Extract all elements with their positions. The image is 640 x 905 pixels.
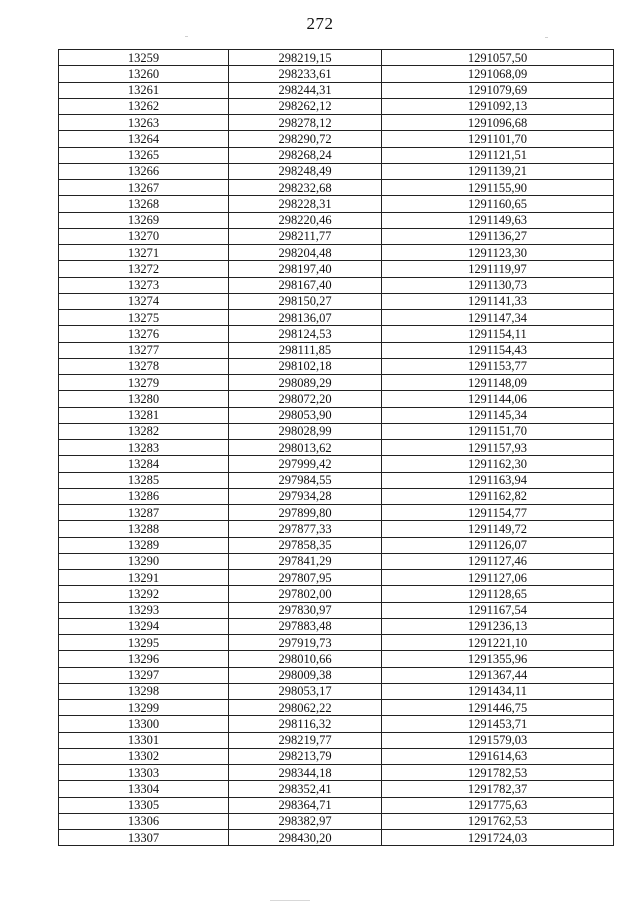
page-number: 272 xyxy=(306,14,334,33)
point-number-cell: 13302 xyxy=(59,748,229,764)
point-number-cell: 13278 xyxy=(59,358,229,374)
x-coordinate-cell: 298010,66 xyxy=(229,651,382,667)
point-number-cell: 13277 xyxy=(59,342,229,358)
y-coordinate-cell: 1291126,07 xyxy=(382,537,614,553)
x-coordinate-cell: 298053,17 xyxy=(229,683,382,699)
x-coordinate-cell: 298268,24 xyxy=(229,147,382,163)
x-coordinate-cell: 297858,35 xyxy=(229,537,382,553)
table-row xyxy=(59,196,614,212)
point-number-cell: 13282 xyxy=(59,423,229,439)
table-row xyxy=(59,781,614,797)
scan-speck xyxy=(545,37,548,38)
y-coordinate-cell: 1291162,82 xyxy=(382,488,614,504)
y-coordinate-cell: 1291453,71 xyxy=(382,716,614,732)
point-number-cell: 13284 xyxy=(59,456,229,472)
x-coordinate-cell: 298102,18 xyxy=(229,358,382,374)
table-row xyxy=(59,537,614,553)
point-number-cell: 13297 xyxy=(59,667,229,683)
point-number-cell: 13266 xyxy=(59,163,229,179)
table-row xyxy=(59,618,614,634)
x-coordinate-cell: 298213,79 xyxy=(229,748,382,764)
table-row xyxy=(59,310,614,326)
point-number-cell: 13292 xyxy=(59,586,229,602)
y-coordinate-cell: 1291057,50 xyxy=(382,50,614,66)
y-coordinate-cell: 1291141,33 xyxy=(382,293,614,309)
y-coordinate-cell: 1291153,77 xyxy=(382,358,614,374)
x-coordinate-cell: 297899,80 xyxy=(229,505,382,521)
y-coordinate-cell: 1291157,93 xyxy=(382,440,614,456)
x-coordinate-cell: 298232,68 xyxy=(229,180,382,196)
y-coordinate-cell: 1291154,43 xyxy=(382,342,614,358)
x-coordinate-cell: 298211,77 xyxy=(229,228,382,244)
y-coordinate-cell: 1291367,44 xyxy=(382,667,614,683)
y-coordinate-cell: 1291724,03 xyxy=(382,830,614,846)
point-number-cell: 13304 xyxy=(59,781,229,797)
y-coordinate-cell: 1291154,77 xyxy=(382,505,614,521)
table-row xyxy=(59,472,614,488)
y-coordinate-cell: 1291096,68 xyxy=(382,115,614,131)
point-number-cell: 13270 xyxy=(59,228,229,244)
y-coordinate-cell: 1291355,96 xyxy=(382,651,614,667)
x-coordinate-cell: 298262,12 xyxy=(229,98,382,114)
point-number-cell: 13296 xyxy=(59,651,229,667)
point-number-cell: 13290 xyxy=(59,553,229,569)
point-number-cell: 13303 xyxy=(59,765,229,781)
x-coordinate-cell: 298072,20 xyxy=(229,391,382,407)
table-row xyxy=(59,147,614,163)
y-coordinate-cell: 1291434,11 xyxy=(382,683,614,699)
x-coordinate-cell: 297830,97 xyxy=(229,602,382,618)
table-row xyxy=(59,586,614,602)
point-number-cell: 13299 xyxy=(59,700,229,716)
table-row xyxy=(59,683,614,699)
y-coordinate-cell: 1291139,21 xyxy=(382,163,614,179)
point-number-cell: 13301 xyxy=(59,732,229,748)
y-coordinate-cell: 1291092,13 xyxy=(382,98,614,114)
y-coordinate-cell: 1291068,09 xyxy=(382,66,614,82)
point-number-cell: 13272 xyxy=(59,261,229,277)
point-number-cell: 13275 xyxy=(59,310,229,326)
table-row xyxy=(59,342,614,358)
point-number-cell: 13269 xyxy=(59,212,229,228)
x-coordinate-cell: 298430,20 xyxy=(229,830,382,846)
coordinates-table xyxy=(58,49,614,846)
point-number-cell: 13295 xyxy=(59,635,229,651)
coordinates-table-body xyxy=(59,50,614,846)
x-coordinate-cell: 298228,31 xyxy=(229,196,382,212)
point-number-cell: 13288 xyxy=(59,521,229,537)
y-coordinate-cell: 1291579,03 xyxy=(382,732,614,748)
y-coordinate-cell: 1291149,72 xyxy=(382,521,614,537)
table-row xyxy=(59,66,614,82)
x-coordinate-cell: 298111,85 xyxy=(229,342,382,358)
x-coordinate-cell: 297919,73 xyxy=(229,635,382,651)
table-row xyxy=(59,375,614,391)
x-coordinate-cell: 298136,07 xyxy=(229,310,382,326)
point-number-cell: 13291 xyxy=(59,570,229,586)
table-row xyxy=(59,228,614,244)
point-number-cell: 13261 xyxy=(59,82,229,98)
x-coordinate-cell: 298167,40 xyxy=(229,277,382,293)
table-row xyxy=(59,245,614,261)
table-row xyxy=(59,553,614,569)
y-coordinate-cell: 1291446,75 xyxy=(382,700,614,716)
table-row xyxy=(59,358,614,374)
point-number-cell: 13286 xyxy=(59,488,229,504)
x-coordinate-cell: 298352,41 xyxy=(229,781,382,797)
table-row xyxy=(59,293,614,309)
table-row xyxy=(59,326,614,342)
point-number-cell: 13262 xyxy=(59,98,229,114)
point-number-cell: 13289 xyxy=(59,537,229,553)
x-coordinate-cell: 298248,49 xyxy=(229,163,382,179)
x-coordinate-cell: 297877,33 xyxy=(229,521,382,537)
y-coordinate-cell: 1291167,54 xyxy=(382,602,614,618)
table-row xyxy=(59,667,614,683)
x-coordinate-cell: 298219,15 xyxy=(229,50,382,66)
point-number-cell: 13305 xyxy=(59,797,229,813)
x-coordinate-cell: 298344,18 xyxy=(229,765,382,781)
table-row xyxy=(59,82,614,98)
point-number-cell: 13281 xyxy=(59,407,229,423)
table-row xyxy=(59,505,614,521)
table-row xyxy=(59,277,614,293)
y-coordinate-cell: 1291236,13 xyxy=(382,618,614,634)
x-coordinate-cell: 298089,29 xyxy=(229,375,382,391)
point-number-cell: 13300 xyxy=(59,716,229,732)
y-coordinate-cell: 1291160,65 xyxy=(382,196,614,212)
x-coordinate-cell: 297984,55 xyxy=(229,472,382,488)
x-coordinate-cell: 298197,40 xyxy=(229,261,382,277)
x-coordinate-cell: 298053,90 xyxy=(229,407,382,423)
point-number-cell: 13264 xyxy=(59,131,229,147)
table-row xyxy=(59,115,614,131)
y-coordinate-cell: 1291128,65 xyxy=(382,586,614,602)
point-number-cell: 13273 xyxy=(59,277,229,293)
y-coordinate-cell: 1291136,27 xyxy=(382,228,614,244)
x-coordinate-cell: 298382,97 xyxy=(229,813,382,829)
x-coordinate-cell: 298233,61 xyxy=(229,66,382,82)
table-row xyxy=(59,830,614,846)
table-row xyxy=(59,423,614,439)
point-number-cell: 13280 xyxy=(59,391,229,407)
table-row xyxy=(59,180,614,196)
x-coordinate-cell: 298290,72 xyxy=(229,131,382,147)
scan-speck xyxy=(185,36,188,37)
point-number-cell: 13265 xyxy=(59,147,229,163)
x-coordinate-cell: 298244,31 xyxy=(229,82,382,98)
table-row xyxy=(59,521,614,537)
y-coordinate-cell: 1291079,69 xyxy=(382,82,614,98)
point-number-cell: 13263 xyxy=(59,115,229,131)
point-number-cell: 13307 xyxy=(59,830,229,846)
table-row xyxy=(59,98,614,114)
x-coordinate-cell: 298062,22 xyxy=(229,700,382,716)
table-row xyxy=(59,797,614,813)
x-coordinate-cell: 298009,38 xyxy=(229,667,382,683)
x-coordinate-cell: 297807,95 xyxy=(229,570,382,586)
y-coordinate-cell: 1291119,97 xyxy=(382,261,614,277)
point-number-cell: 13260 xyxy=(59,66,229,82)
table-row xyxy=(59,635,614,651)
scan-speck xyxy=(270,900,310,901)
y-coordinate-cell: 1291762,53 xyxy=(382,813,614,829)
x-coordinate-cell: 298219,77 xyxy=(229,732,382,748)
x-coordinate-cell: 298364,71 xyxy=(229,797,382,813)
table-row xyxy=(59,131,614,147)
table-row xyxy=(59,391,614,407)
table-row xyxy=(59,651,614,667)
y-coordinate-cell: 1291121,51 xyxy=(382,147,614,163)
table-row xyxy=(59,488,614,504)
x-coordinate-cell: 298278,12 xyxy=(229,115,382,131)
x-coordinate-cell: 298116,32 xyxy=(229,716,382,732)
x-coordinate-cell: 297934,28 xyxy=(229,488,382,504)
point-number-cell: 13259 xyxy=(59,50,229,66)
x-coordinate-cell: 298013,62 xyxy=(229,440,382,456)
point-number-cell: 13267 xyxy=(59,180,229,196)
y-coordinate-cell: 1291775,63 xyxy=(382,797,614,813)
x-coordinate-cell: 297883,48 xyxy=(229,618,382,634)
table-row xyxy=(59,407,614,423)
y-coordinate-cell: 1291145,34 xyxy=(382,407,614,423)
y-coordinate-cell: 1291151,70 xyxy=(382,423,614,439)
point-number-cell: 13306 xyxy=(59,813,229,829)
x-coordinate-cell: 298028,99 xyxy=(229,423,382,439)
table-row xyxy=(59,50,614,66)
y-coordinate-cell: 1291144,06 xyxy=(382,391,614,407)
y-coordinate-cell: 1291127,06 xyxy=(382,570,614,586)
table-row xyxy=(59,748,614,764)
point-number-cell: 13298 xyxy=(59,683,229,699)
point-number-cell: 13293 xyxy=(59,602,229,618)
y-coordinate-cell: 1291147,34 xyxy=(382,310,614,326)
table-row xyxy=(59,765,614,781)
table-row xyxy=(59,212,614,228)
table-row xyxy=(59,570,614,586)
x-coordinate-cell: 297802,00 xyxy=(229,586,382,602)
y-coordinate-cell: 1291123,30 xyxy=(382,245,614,261)
y-coordinate-cell: 1291148,09 xyxy=(382,375,614,391)
table-row xyxy=(59,716,614,732)
y-coordinate-cell: 1291127,46 xyxy=(382,553,614,569)
table-row xyxy=(59,163,614,179)
point-number-cell: 13294 xyxy=(59,618,229,634)
point-number-cell: 13276 xyxy=(59,326,229,342)
point-number-cell: 13285 xyxy=(59,472,229,488)
point-number-cell: 13279 xyxy=(59,375,229,391)
y-coordinate-cell: 1291154,11 xyxy=(382,326,614,342)
table-row xyxy=(59,732,614,748)
y-coordinate-cell: 1291614,63 xyxy=(382,748,614,764)
table-row xyxy=(59,261,614,277)
y-coordinate-cell: 1291782,37 xyxy=(382,781,614,797)
table-row xyxy=(59,813,614,829)
x-coordinate-cell: 298150,27 xyxy=(229,293,382,309)
x-coordinate-cell: 298204,48 xyxy=(229,245,382,261)
point-number-cell: 13283 xyxy=(59,440,229,456)
x-coordinate-cell: 298124,53 xyxy=(229,326,382,342)
point-number-cell: 13271 xyxy=(59,245,229,261)
table-row xyxy=(59,456,614,472)
point-number-cell: 13287 xyxy=(59,505,229,521)
y-coordinate-cell: 1291162,30 xyxy=(382,456,614,472)
table-row xyxy=(59,602,614,618)
y-coordinate-cell: 1291782,53 xyxy=(382,765,614,781)
x-coordinate-cell: 297841,29 xyxy=(229,553,382,569)
x-coordinate-cell: 297999,42 xyxy=(229,456,382,472)
y-coordinate-cell: 1291149,63 xyxy=(382,212,614,228)
table-row xyxy=(59,700,614,716)
x-coordinate-cell: 298220,46 xyxy=(229,212,382,228)
point-number-cell: 13274 xyxy=(59,293,229,309)
y-coordinate-cell: 1291221,10 xyxy=(382,635,614,651)
table-row xyxy=(59,440,614,456)
y-coordinate-cell: 1291155,90 xyxy=(382,180,614,196)
point-number-cell: 13268 xyxy=(59,196,229,212)
y-coordinate-cell: 1291130,73 xyxy=(382,277,614,293)
y-coordinate-cell: 1291101,70 xyxy=(382,131,614,147)
y-coordinate-cell: 1291163,94 xyxy=(382,472,614,488)
